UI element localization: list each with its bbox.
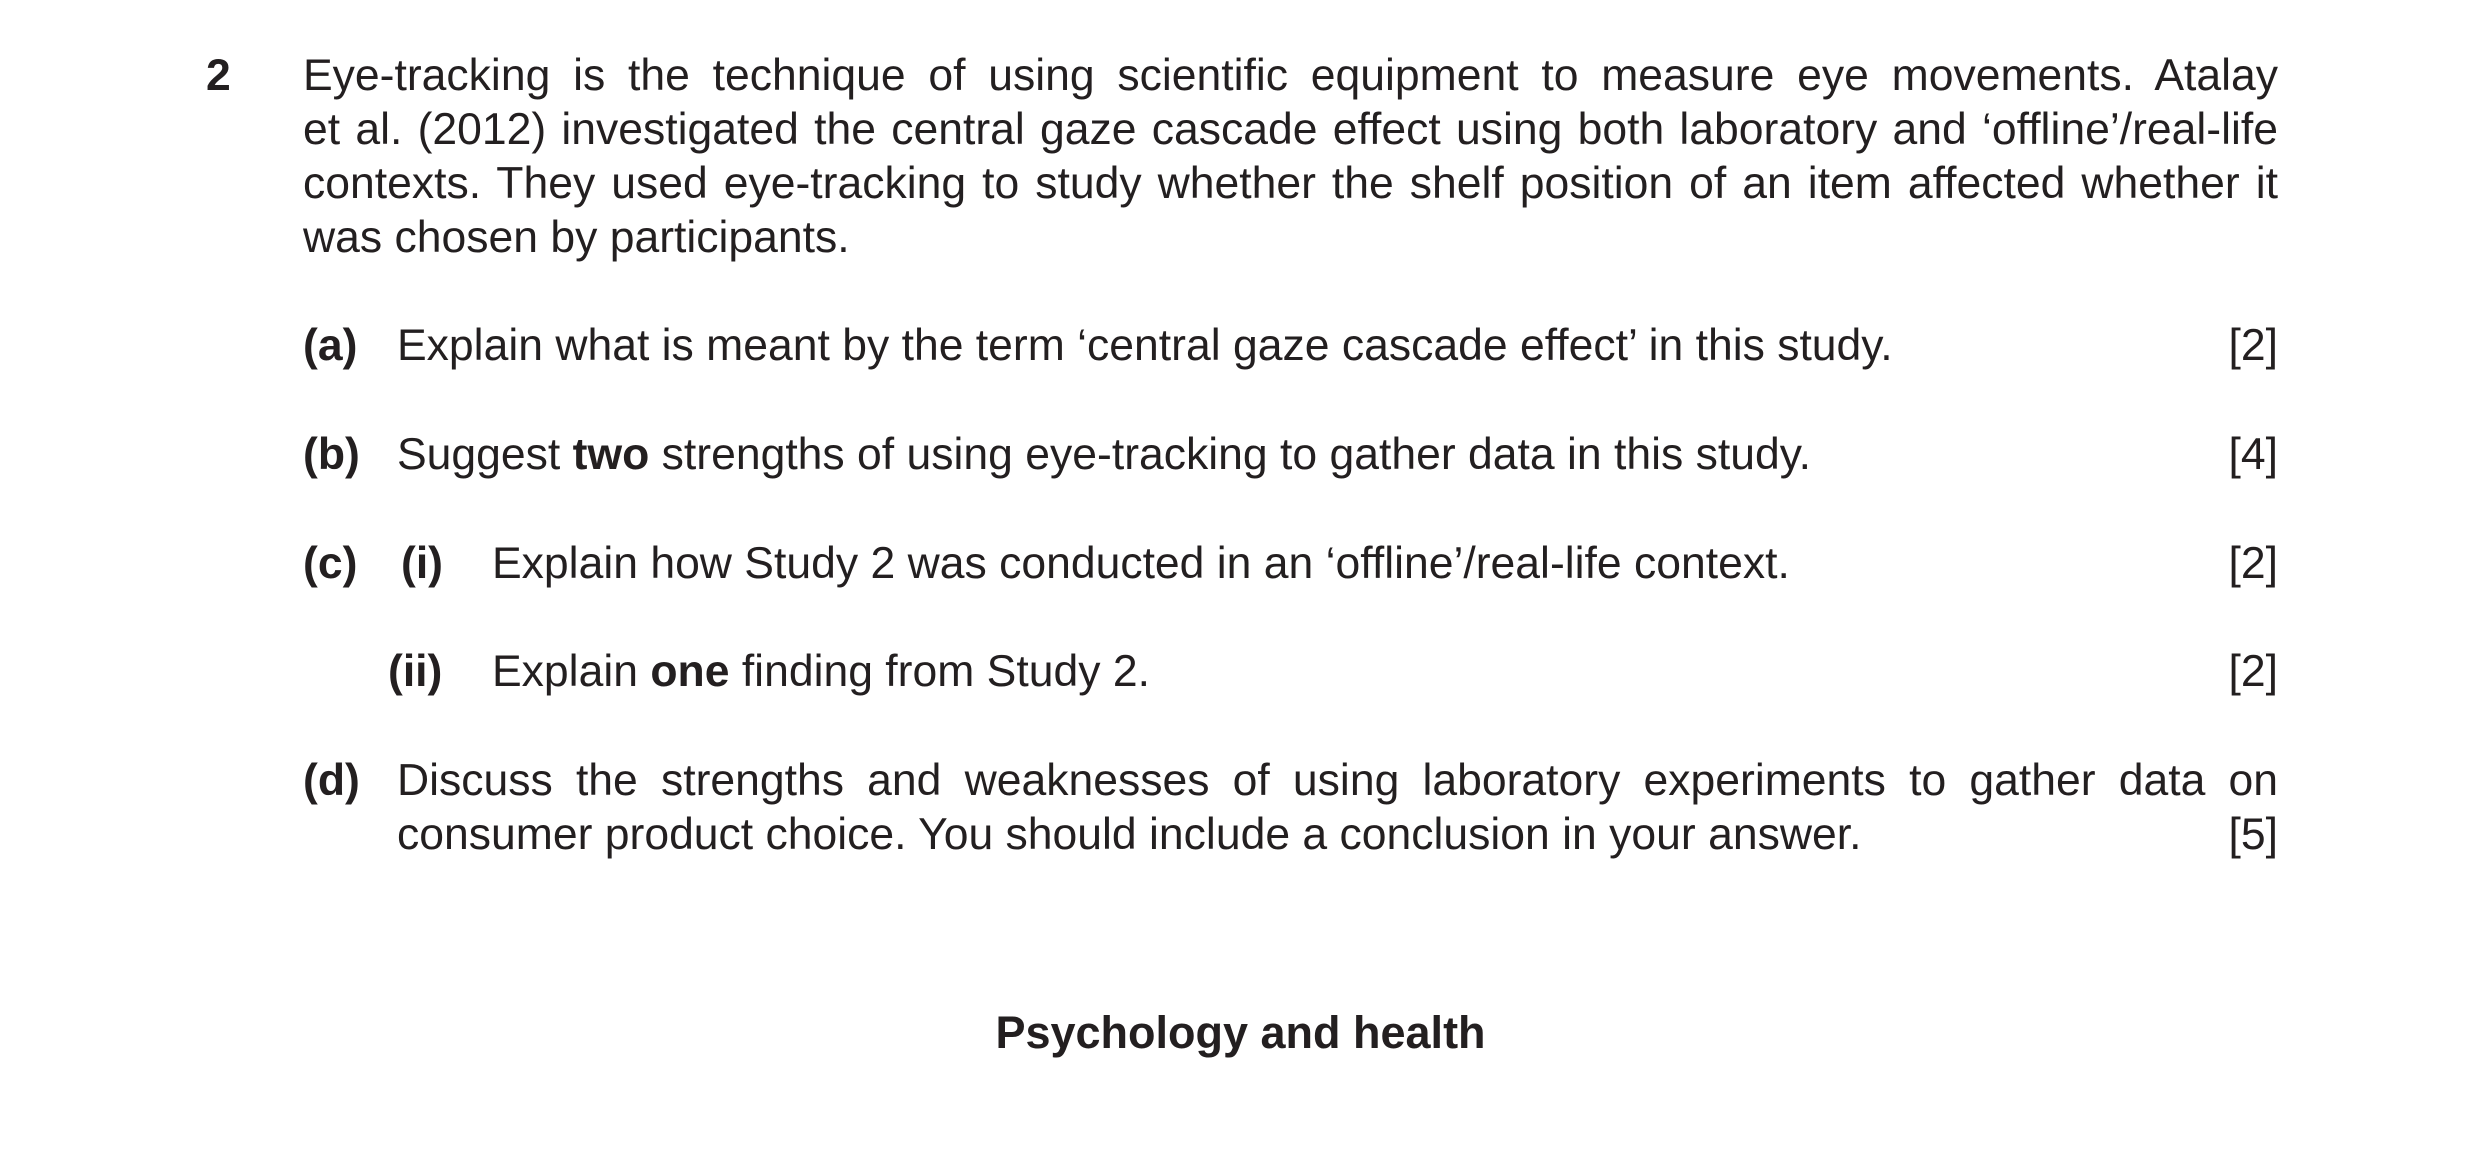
part-c-i-label: (i)	[401, 539, 444, 588]
section-heading: Psychology and health	[995, 1007, 1486, 1058]
stem-line: contexts. They used eye-tracking to study whether the shelf position of an item affected whether it	[303, 159, 2278, 208]
part-c-label: (c)	[303, 539, 358, 588]
part-d-label: (d)	[303, 756, 360, 805]
part-b-text	[397, 428, 1811, 482]
question-stem	[303, 49, 2278, 265]
part-c-i-text: Explain how Study 2 was conducted in an ‘offline’/real-life context.	[492, 539, 1790, 588]
part-c-ii-marks: [2]	[2228, 647, 2278, 696]
part-b-marks: [4]	[2228, 430, 2278, 479]
part-d-line: Discuss the strengths and weaknesses of using laboratory experiments to gather data on	[397, 756, 2278, 805]
stem-line: was chosen by participants.	[303, 213, 850, 262]
part-b-emphasis: two	[572, 430, 650, 479]
part-c-ii-text	[492, 645, 1150, 699]
part-d-line: consumer product choice. You should include a conclusion in your answer.	[397, 810, 1862, 859]
part-d-marks: [5]	[2228, 810, 2278, 859]
question-number: 2	[206, 51, 231, 100]
stem-line: et al. (2012) investigated the central gaze cascade effect using both laboratory and ‘offline’/real-life	[303, 105, 2278, 154]
part-a-marks: [2]	[2228, 321, 2278, 370]
part-d	[303, 754, 2278, 862]
stem-line: Eye-tracking is the technique of using scientific equipment to measure eye movements. Atalay	[303, 51, 2278, 100]
part-a-label: (a)	[303, 321, 358, 370]
part-b-label: (b)	[303, 430, 360, 479]
part-c-ii-text-before: Explain	[492, 647, 651, 696]
part-b-text-after: strengths of using eye-tracking to gather data in this study.	[649, 430, 1812, 479]
part-c-i-marks: [2]	[2228, 539, 2278, 588]
part-c-ii-label: (ii)	[388, 647, 443, 696]
part-a-text: Explain what is meant by the term ‘central gaze cascade effect’ in this study.	[397, 321, 1893, 370]
part-c-ii-emphasis: one	[650, 647, 730, 696]
part-d-text	[397, 754, 2278, 862]
part-b-text-before: Suggest	[397, 430, 573, 479]
part-c-ii-text-after: finding from Study 2.	[729, 647, 1150, 696]
